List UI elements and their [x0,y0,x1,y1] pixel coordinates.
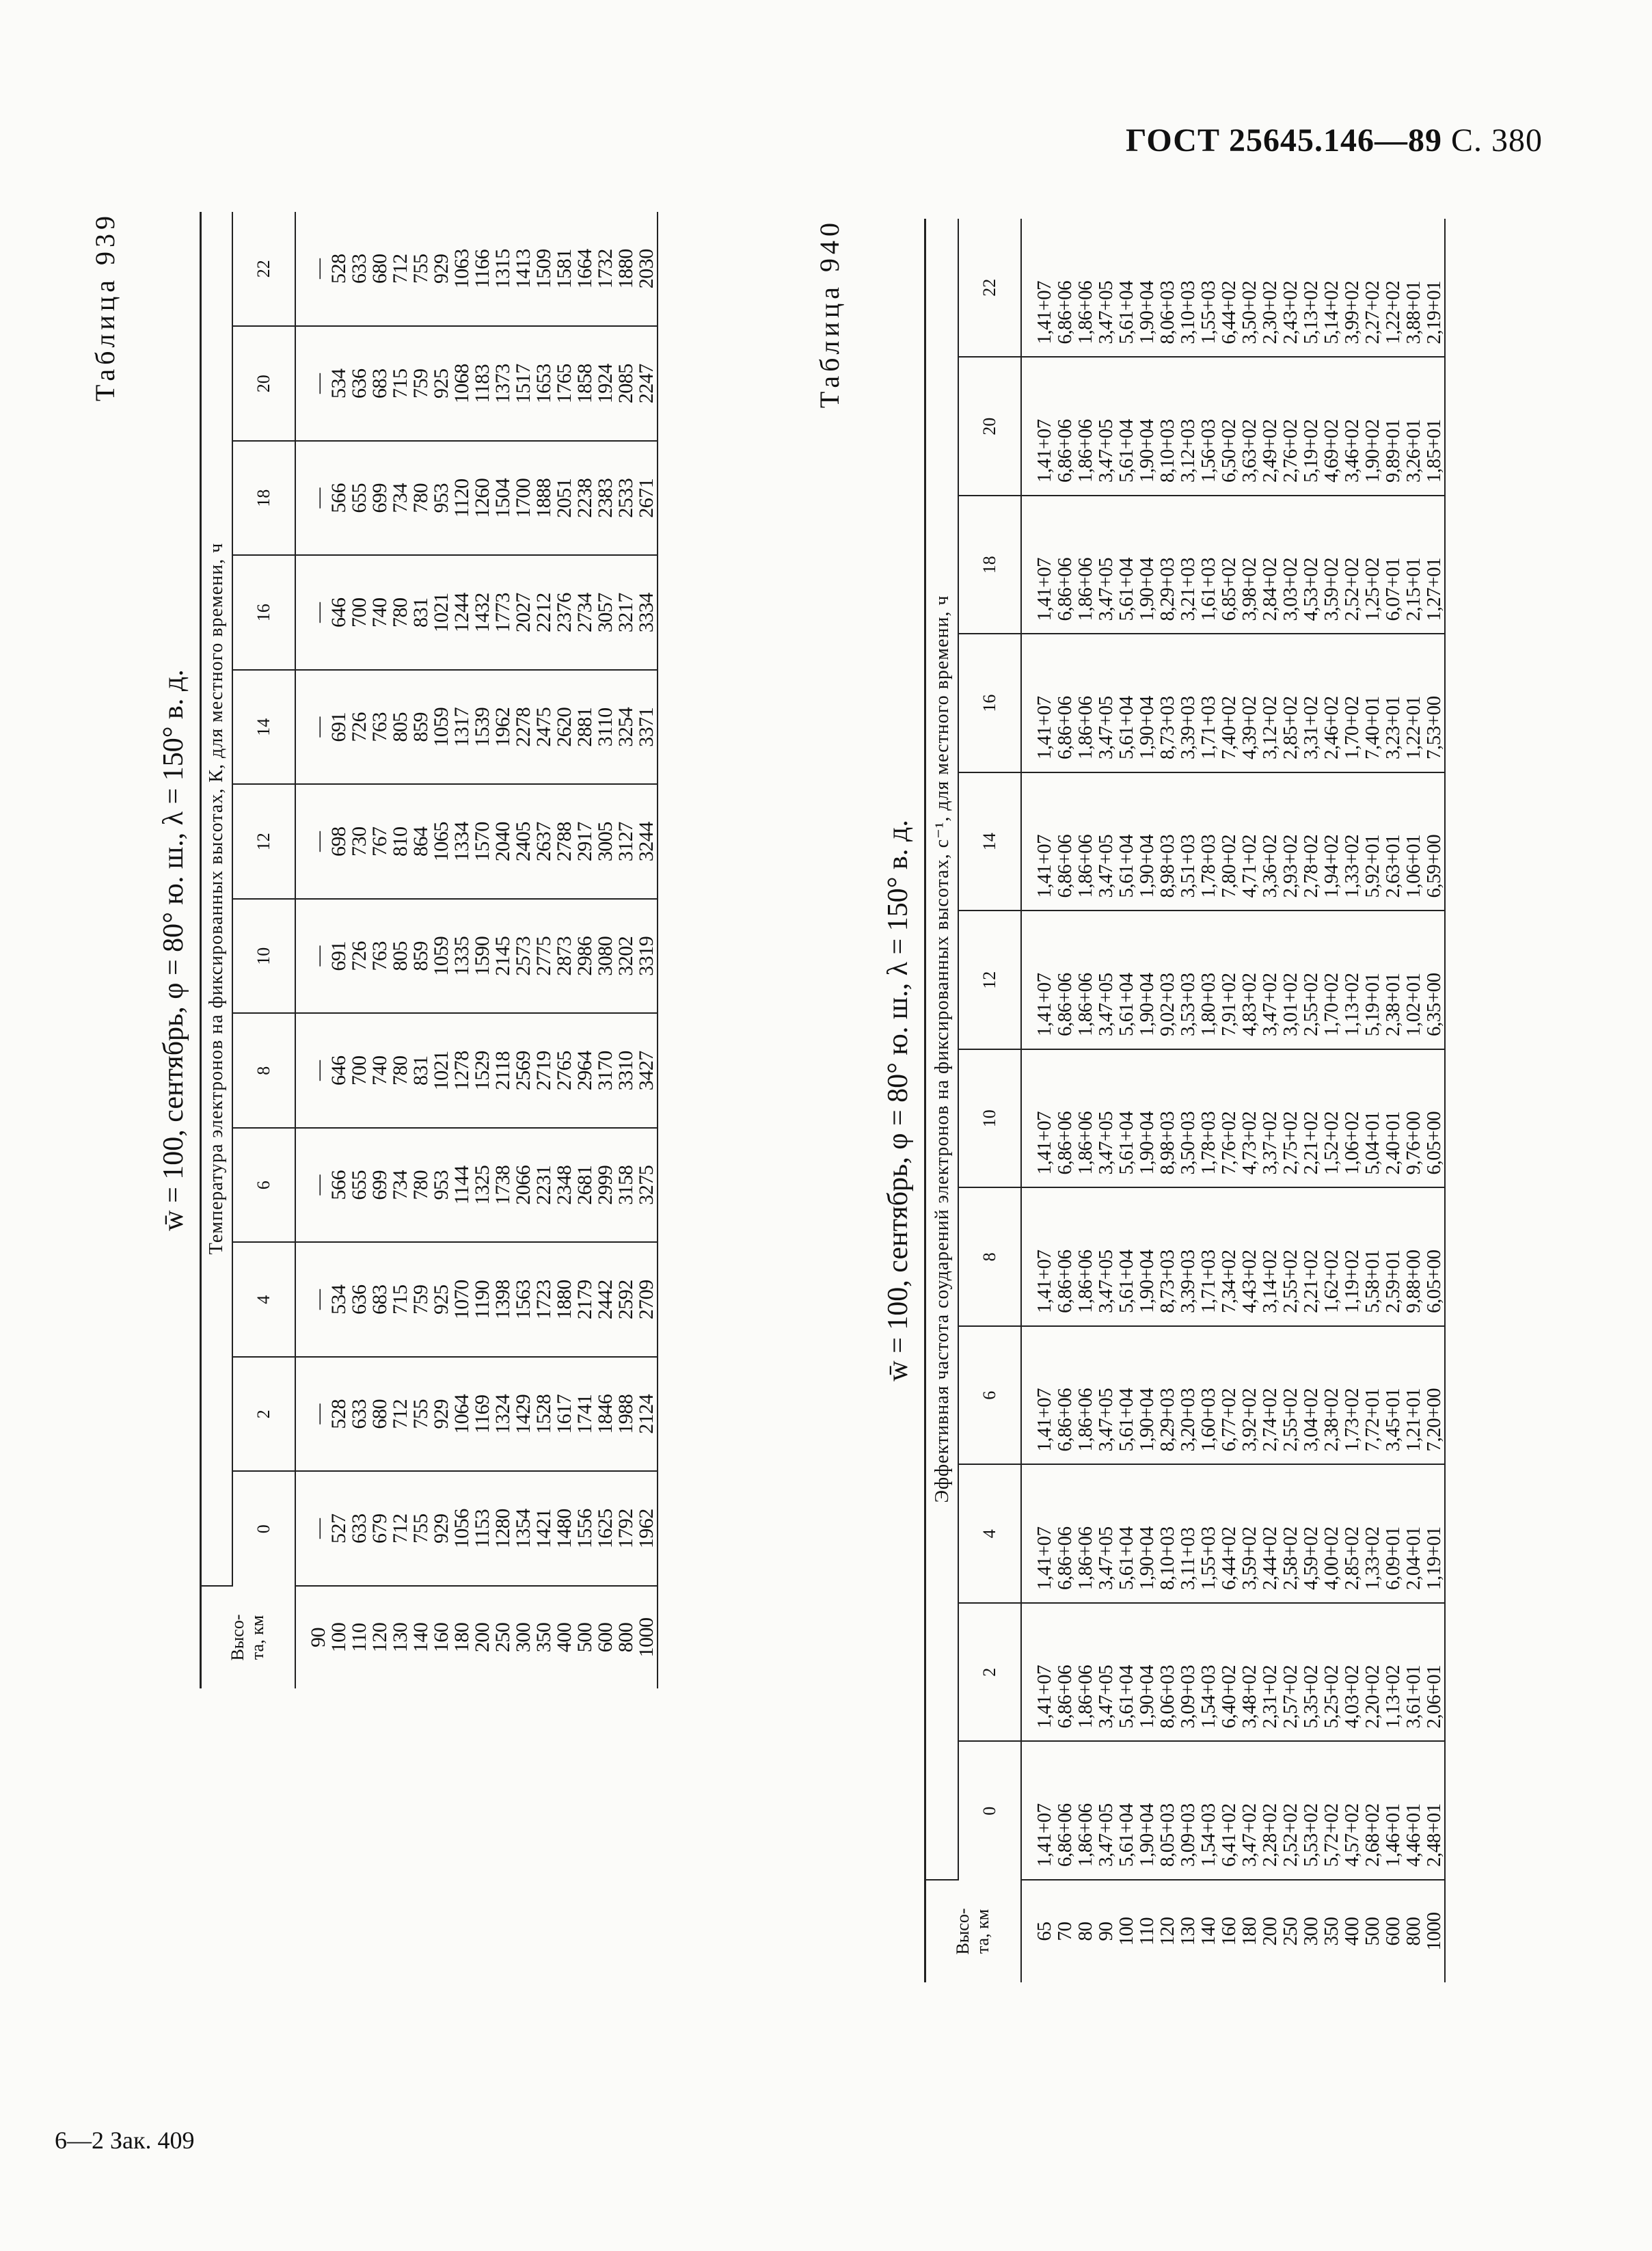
table-939-grid [200,212,657,1688]
hour-column-values: — 534 636 683 715 759 925 1068 1183 1373 1517 1653 1765 1858 1924 2085 2247 [295,327,657,442]
hour-header: 22 [958,219,1021,358]
hour-header: 10 [958,1049,1021,1188]
altitude-header: Высо- та, км [925,1880,1022,1982]
hour-header: 2 [958,1603,1021,1742]
table-940-caption: Эффективная частота соударений электронов на фиксированных высотах, с⁻¹, для местного времени, ч [925,219,959,1880]
order-note: 6—2 Зак. 409 [55,2127,195,2154]
hour-header: 12 [232,785,295,900]
hour-header: 20 [958,358,1021,496]
table-939-label: Таблица 939 [90,212,120,402]
hour-header: 18 [958,496,1021,634]
altitude-values: 65 70 80 90 100 110 120 130 140 160 180 200 250 300 350 400 500 600 800 1000 [1033,1912,1445,1951]
hour-column-values: 1,41+07 6,86+06 1,86+06 3,47+05 5,61+04 1,90+04 8,98+03 3,50+03 1,78+03 7,76+02 4,73+02 3,37+02 2,75+02 2,21+02 1,52+02 1,06+02 5,04+01 2,40+01 9,76+00 6,05+00 [1021,1049,1444,1188]
hour-column-values: 1,41+07 6,86+06 1,86+06 3,47+05 5,61+04 1,90+04 8,29+03 3,20+03 1,60+03 6,77+02 3,92+02 2,74+02 2,55+02 3,04+02 2,38+02 1,73+02 7,72+01 3,45+01 1,21+01 7,20+00 [1021,1326,1444,1465]
hour-header: 4 [958,1465,1021,1604]
altitude-header: Высо- та, км [201,1586,296,1688]
hour-header-row [232,212,295,1688]
hour-header: 18 [232,441,295,556]
hour-column-values: — 691 726 763 805 859 1059 1335 1590 2145 2573 2775 2873 2986 3080 3202 3319 [295,899,657,1014]
hour-header: 16 [232,556,295,671]
table-939-title: w̄ = 100, сентябрь, φ = 80° ю. ш., λ = 150° в. д. [158,669,189,1231]
hour-column-values: — 534 636 683 715 759 925 1070 1190 1398 1563 1723 1880 2179 2442 2592 2709 [295,1243,657,1358]
hour-column-values: — 698 730 767 810 864 1065 1334 1570 2040 2405 2637 2788 2917 3005 3127 3244 [295,785,657,900]
hour-column-values: 1,41+07 6,86+06 1,86+06 3,47+05 5,61+04 1,90+04 8,98+03 3,51+03 1,78+03 7,80+02 4,71+02 3,36+02 2,93+02 2,78+02 1,94+02 1,33+02 5,92+01 2,63+01 1,06+01 6,59+00 [1021,772,1444,911]
hour-column-values: — 528 633 680 712 755 929 1063 1166 1315 1413 1509 1581 1664 1732 1880 2030 [295,212,657,327]
hour-header: 8 [958,1188,1021,1327]
hour-column-values: 1,41+07 6,86+06 1,86+06 3,47+05 5,61+04 1,90+04 8,73+03 3,39+03 1,71+03 7,40+02 4,39+02 3,12+02 2,85+02 3,31+02 2,46+02 1,70+02 7,40+01 3,23+01 1,22+01 7,53+00 [1021,634,1444,773]
hour-column-values: — 646 700 740 780 831 1021 1244 1432 1773 2027 2212 2376 2734 3057 3217 3334 [295,556,657,671]
page-header [1126,122,1543,159]
hour-column-values: — 566 655 699 734 780 953 1120 1260 1504 1700 1888 2051 2238 2383 2533 2671 [295,441,657,556]
hour-header: 14 [232,670,295,785]
hour-column-values: 1,41+07 6,86+06 1,86+06 3,47+05 5,61+04 1,90+04 8,29+03 3,21+03 1,61+03 6,85+02 3,98+02 2,84+02 3,03+02 4,53+02 3,59+02 2,52+02 1,25+02 6,07+01 2,15+01 1,27+01 [1021,496,1444,634]
table-row [1021,219,1444,1982]
hour-header: 0 [958,1742,1021,1881]
hour-header: 6 [232,1128,295,1243]
table-939 [90,212,772,1688]
hour-column-values: — 528 633 680 712 755 929 1064 1169 1324 1429 1528 1617 1741 1846 1988 2124 [295,1357,657,1472]
hour-header: 16 [958,634,1021,773]
table-row [295,212,657,1688]
hour-header: 4 [232,1243,295,1358]
table-939-caption: Температура электронов на фиксированных высотах, К, для местного времени, ч [201,212,233,1586]
hour-header-row [958,219,1021,1982]
hour-column-values: — 527 633 679 712 755 929 1056 1153 1280 1354 1421 1480 1556 1625 1792 1962 [295,1472,657,1587]
hour-column-values: 1,41+07 6,86+06 1,86+06 3,47+05 5,61+04 1,90+04 8,10+03 3,12+03 1,56+03 6,50+02 3,63+02 2,49+02 2,76+02 5,19+02 4,69+02 3,46+02 1,90+02 9,89+01 3,26+01 1,85+01 [1021,358,1444,496]
hour-column-values: 1,41+07 6,86+06 1,86+06 3,47+05 5,61+04 1,90+04 8,73+03 3,39+03 1,71+03 7,34+02 4,43+02 3,14+02 2,55+02 2,21+02 1,62+02 1,19+02 5,58+01 2,59+01 9,88+00 6,05+00 [1021,1188,1444,1327]
hour-column-values: — 646 700 740 780 831 1021 1278 1529 2118 2569 2719 2765 2964 3170 3310 3427 [295,1014,657,1129]
hour-column-values: 1,41+07 6,86+06 1,86+06 3,47+05 5,61+04 1,90+04 8,10+03 3,11+03 1,55+03 6,44+02 3,59+02 2,44+02 2,58+02 4,59+02 4,00+02 2,85+02 1,33+02 6,09+01 2,04+01 1,19+01 [1021,1465,1444,1604]
page-number: С. 380 [1450,122,1543,159]
hour-header: 6 [958,1326,1021,1465]
hour-header: 2 [232,1357,295,1472]
table-940-grid [924,219,1444,1982]
hour-column-values: 1,41+07 6,86+06 1,86+06 3,47+05 5,61+04 1,90+04 8,06+03 3,09+03 1,54+03 6,40+02 3,48+02 2,31+02 2,57+02 5,35+02 5,25+02 4,03+02 2,20+02 1,13+02 3,61+01 2,06+01 [1021,1603,1444,1742]
hour-column-values: — 691 726 763 805 859 1059 1317 1539 1962 2278 2475 2620 2881 3110 3254 3371 [295,670,657,785]
hour-header: 14 [958,772,1021,911]
hour-column-values: 1,41+07 6,86+06 1,86+06 3,47+05 5,61+04 1,90+04 9,02+03 3,53+03 1,80+03 7,91+02 4,83+02 3,47+02 3,01+02 2,55+02 1,70+02 1,13+02 5,19+01 2,38+01 1,02+01 6,35+00 [1021,911,1444,1050]
hour-header: 8 [232,1014,295,1129]
hour-header: 0 [232,1472,295,1587]
hour-column-values: 1,41+07 6,86+06 1,86+06 3,47+05 5,61+04 1,90+04 8,06+03 3,10+03 1,55+03 6,44+02 3,50+02 2,30+02 2,43+02 5,13+02 5,14+02 3,99+02 2,27+02 1,22+02 3,88+01 2,19+01 [1021,219,1444,358]
table-940 [814,219,1531,1982]
table-940-title: w̄ = 100, сентябрь, φ = 80° ю. ш., λ = 150° в. д. [882,820,914,1381]
hour-header: 22 [232,212,295,327]
hour-header: 20 [232,327,295,442]
hour-column-values: — 566 655 699 734 780 953 1144 1325 1738 2066 2231 2348 2681 2999 3158 3275 [295,1128,657,1243]
table-940-label: Таблица 940 [814,219,845,409]
standard-number: ГОСТ 25645.146—89 [1126,122,1442,159]
hour-header: 12 [958,911,1021,1050]
hour-header: 10 [232,899,295,1014]
hour-column-values: 1,41+07 6,86+06 1,86+06 3,47+05 5,61+04 1,90+04 8,05+03 3,09+03 1,54+03 6,41+02 3,47+02 2,28+02 2,52+02 5,53+02 5,72+02 4,57+02 2,68+02 1,46+01 4,46+01 2,48+01 [1021,1742,1444,1881]
altitude-values: 90 100 110 120 130 140 160 180 200 250 300 350 400 500 600 800 1000 [307,1617,658,1658]
